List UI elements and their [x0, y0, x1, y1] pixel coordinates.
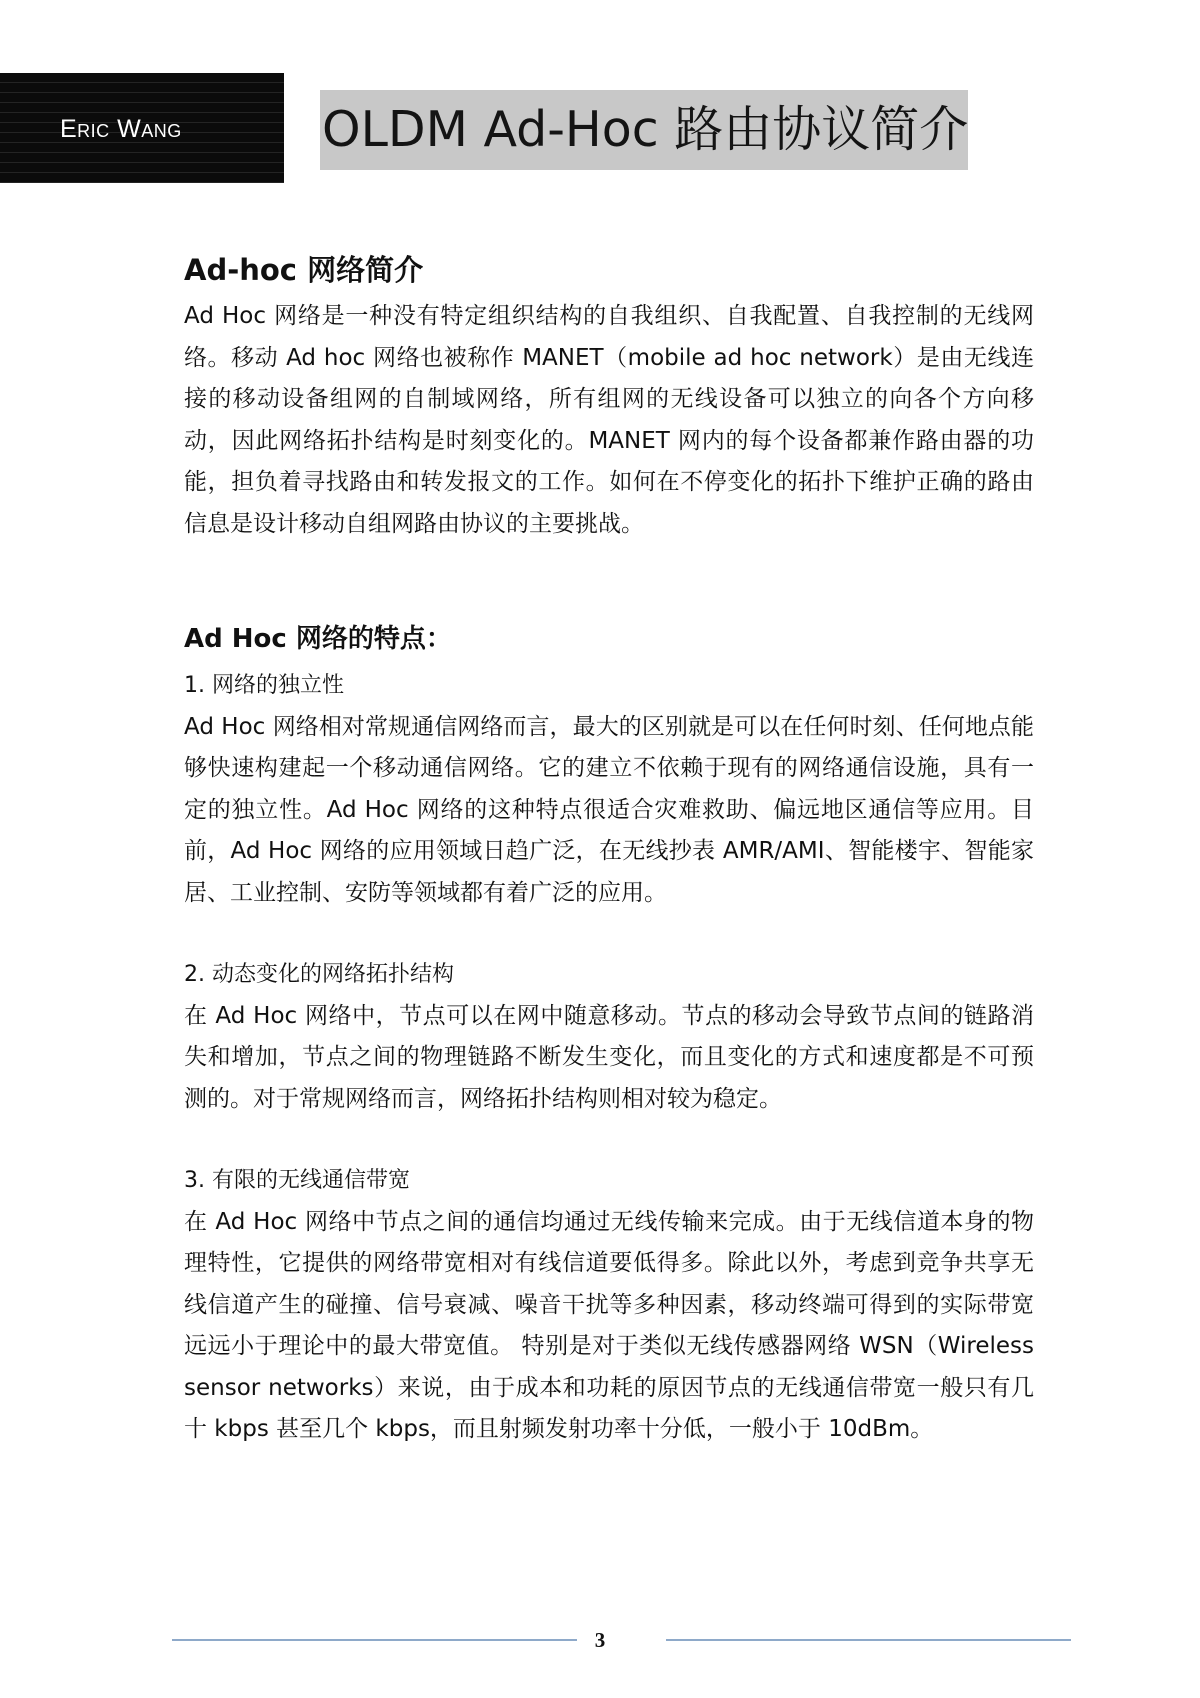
feature-heading: 3. 有限的无线通信带宽	[184, 1168, 410, 1193]
feature-heading: 1. 网络的独立性	[184, 673, 344, 698]
feature-text: Ad Hoc 网络相对常规通信网络而言，最大的区别就是可以在任何时刻、任何地点能够快速构建起一个移动通信网络。它的建立不依赖于现有的网络通信设施，具有一定的独立性。Ad Hoc 网络的这种特点很适合灾难救助、偏远地区通信等应用。目前，Ad Hoc 网络的应用领域日趋广泛，在无线抄表 AMR/AMI、智能楼宇、智能家居、工业控制、安防等领域都有着广泛的应用。	[184, 713, 1034, 906]
intro-paragraph: Ad Hoc 网络是一种没有特定组织结构的自我组织、自我配置、自我控制的无线网络。移动 Ad hoc 网络也被称作 MANET（mobile ad hoc network）是由无线连接的移动设备组网的自制域网络，所有组网的无线设备可以独立的向各个方向移动，因此网络拓扑结构是时刻变化的。MANET 网内的每个设备都兼作路由器的功能，担负着寻找路由和转发报文的工作。如何在不停变化的拓扑下维护正确的路由信息是设计移动自组网路由协议的主要挑战。	[184, 303, 1034, 537]
section-title-intro: Ad-hoc 网络简介	[184, 253, 424, 287]
feature-item-limited-bandwidth	[184, 1160, 1034, 1451]
feature-text: 在 Ad Hoc 网络中，节点可以在网中随意移动。节点的移动会导致节点间的链路消失和增加，节点之间的物理链路不断发生变化，而且变化的方式和速度都是不可预测的。对于常规网络而言，网络拓扑结构则相对较为稳定。	[184, 1002, 1034, 1112]
page-number: 3	[594, 1628, 606, 1652]
document-title: OLDM Ad-Hoc 路由协议简介	[320, 90, 968, 170]
footer-rule-left	[172, 1639, 577, 1641]
author-banner	[0, 73, 284, 183]
feature-item-independence	[184, 665, 1034, 914]
page-footer	[0, 1628, 1200, 1652]
section-title-features: Ad Hoc 网络的特点：	[184, 624, 452, 654]
author-name: Eric Wang	[60, 115, 182, 143]
document-body	[184, 244, 1034, 1491]
feature-item-dynamic-topology	[184, 954, 1034, 1120]
footer-rule-right	[666, 1639, 1071, 1641]
feature-heading: 2. 动态变化的网络拓扑结构	[184, 962, 454, 987]
feature-text: 在 Ad Hoc 网络中节点之间的通信均通过无线传输来完成。由于无线信道本身的物理特性，它提供的网络带宽相对有线信道要低得多。除此以外，考虑到竞争共享无线信道产生的碰撞、信号衰减、噪音干扰等多种因素，移动终端可得到的实际带宽远远小于理论中的最大带宽值。 特别是对于类似无线传感器网络 WSN（Wireless sensor networks）来说，由于成本和功耗的原因节点的无线通信带宽一般只有几十 kbps 甚至几个 kbps，而且射频发射功率十分低，一般小于 10dBm。	[184, 1208, 1034, 1442]
